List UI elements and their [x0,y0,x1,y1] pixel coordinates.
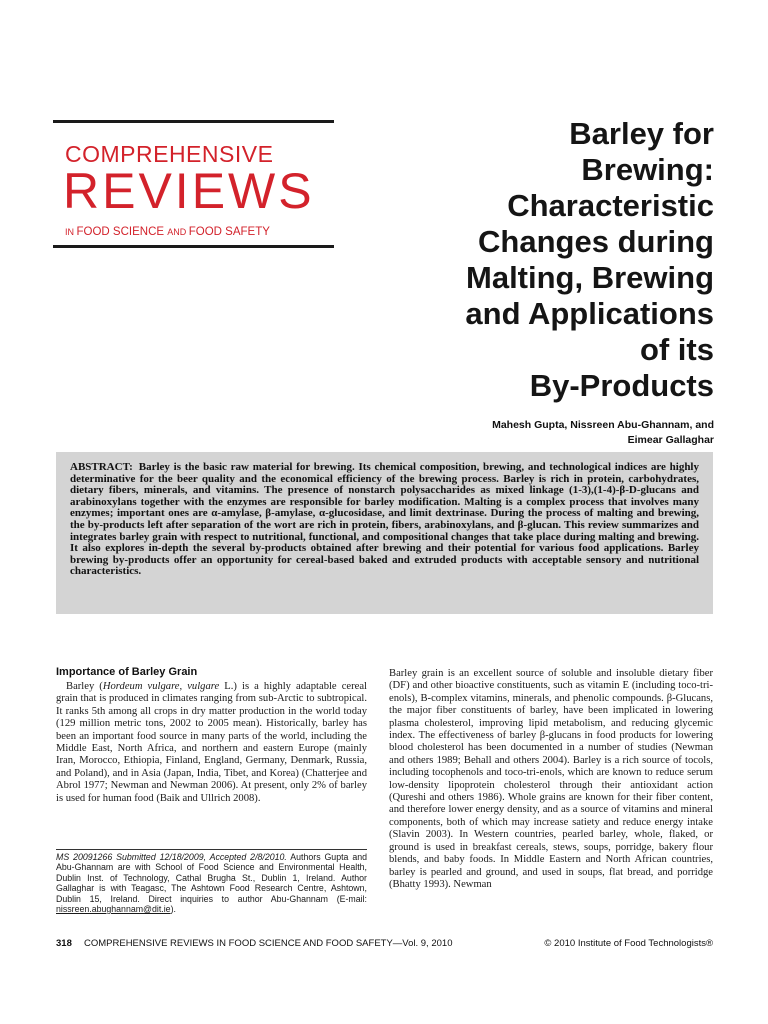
abstract-box [56,452,713,614]
manuscript-info: MS 20091266 Submitted 12/18/2009, Accepted 2/8/2010. [56,852,287,862]
logo-words-food-safety: FOOD SAFETY [188,226,270,238]
abstract-text: Barley is the basic raw material for brewing. Its chemical composition, brewing, and technological indices are highly determinative for the beer quality and the economical efficiency of the brewing process. Barley is rich in protein, carbohydrates, dietary fibers, minerals, and vitamins. The presence of nonstarch polysaccharides as mixed linkage (1-3),(1-4)-β-D-glucans and arabinoxylans together with the enzymes are responsible for barley modification. Malting is a complex process that involves many enzymes; important ones are α-amylase, β-amylase, α-glucosidase, and limit dextrinase. During the process of malting and brewing, the by-products left after separation of the wort are rich in protein, fibers, arabinoxylans, and β-glucan. This review summarizes and integrates barley grain with respect to nutritional, functional, and compositional changes that take place during malting and brewing. It also explores in-depth the several by-products obtained after brewing and their potential for various food applications. Barley brewing by-products offer an opportunity for cereal-based baked and extruded products with acceptable sensory and nutritional characteristics. [70,461,699,578]
title-line: By-Products [529,368,714,403]
title-line: Characteristic [507,188,714,223]
paragraph-text-start: Barley ( [66,681,103,692]
page-footer [56,938,713,952]
journal-logo-line2: REVIEWS [63,163,315,219]
journal-logo-line3 [65,226,270,238]
right-column [389,668,713,891]
author-email-link[interactable]: nissreen.abughannam@dit.ie [56,904,171,915]
section-paragraph [56,681,367,805]
left-column [56,666,367,805]
title-line: and Applications [465,296,714,331]
title-line: Malting, Brewing [466,260,714,295]
author-list [394,418,714,448]
footnote [56,852,367,914]
logo-word-and: AND [167,227,189,237]
authors-line-1: Mahesh Gupta, Nissreen Abu-Ghannam, and [492,419,714,431]
title-line: Barley for [569,116,714,151]
title-line: Changes during [478,224,714,259]
footer-journal-name: COMPREHENSIVE REVIEWS IN FOOD SCIENCE AND FOOD SAFETY—Vol. 9, 2010 [84,938,453,949]
right-column-paragraph: Barley grain is an excellent source of soluble and insoluble dietary fiber (DF) and other bioactive constituents, such as vitamin E (including toco-tri-enols), B-complex vitamins, minerals, and phenolic compounds. β-Glucans, the major fiber constituents of barley, have been implicated in lowering plasma cholesterol, improving lipid metabolism, and reducing glycemic index. The effectiveness of barley β-glucans in food products for lowering blood cholesterol has been documented in a number of studies (Newman and others 1989; Behall and others 2004). Barley is a rich source of tocols, including tocophenols and toco-tri-enols, which are known to reduce serum low-density lipoprotein cholesterol through their antioxidant action (Qureshi and others 1986). Whole grains are known for their fiber content, and therefore lower energy density, and as a source of vitamins and mineral components, both of which may increase satiety and reduce energy intake (Slavin 2003). In Western countries, pearled barley, whole, flaked, or ground is used in breakfast cereals, stews, soups, porridge, bakery flour blends, and baby foods. In Middle Eastern and North African countries, barley is pearled and ground, and used in soups, flat bread, and porridge (Bhatty 1993). Newman [389,668,713,890]
logo-top-rule [53,120,334,123]
journal-logo-line1: COMPREHENSIVE [65,141,274,167]
title-line: of its [639,332,714,367]
paragraph-text-rest: L.) is a highly adaptable cereal grain that is produced in climates ranging from sub-Arctic to subtropical. It ranks 5th among all crops in dry matter production in the world today (129 million metric tons, 2002 to 2005 mean). Historically, barley has been an important food source in many parts of the world, including the Middle East, North Africa, and northern and eastern Europe (mainly Iran, Morocco, Ethiopia, Finland, England, Germany, Denmark, Russia, and Poland), and in Asia (Japan, India, Tibet, and Korea) (Chatterjee and Abrol 1977; Newman and Newman 2006). At present, only 2% of barley is used for human food (Baik and Ullrich 2008). [56,681,367,804]
article-title [374,116,714,404]
species-name: Hordeum vulgare, vulgare [102,681,220,692]
logo-bottom-rule [53,245,334,248]
abstract-label: ABSTRACT: [70,461,133,473]
logo-words-food-science: FOOD SCIENCE [76,226,168,238]
footnote-end: ). [170,904,176,915]
page-number: 318 [56,938,72,949]
title-line: Brewing: [581,152,714,187]
footnote-rule [56,849,367,850]
section-heading: Importance of Barley Grain [56,666,198,678]
logo-word-in: IN [65,227,77,237]
authors-line-2: Eimear Gallaghar [627,434,714,446]
footnote-text: Authors Gupta and Abu-Ghannam are with School of Food Science and Environmental Health, Dublin Inst. of Technology, Cathal Brugha St., Dublin 1, Ireland. Author Gallaghar is with Teagasc, The Ashtown Food Research Centre, Ashtown, Dublin 15, Ireland. Direct inquiries to author Abu-Ghannam (E-mail: [56,852,367,904]
footer-copyright: © 2010 Institute of Food Technologists® [544,938,713,949]
